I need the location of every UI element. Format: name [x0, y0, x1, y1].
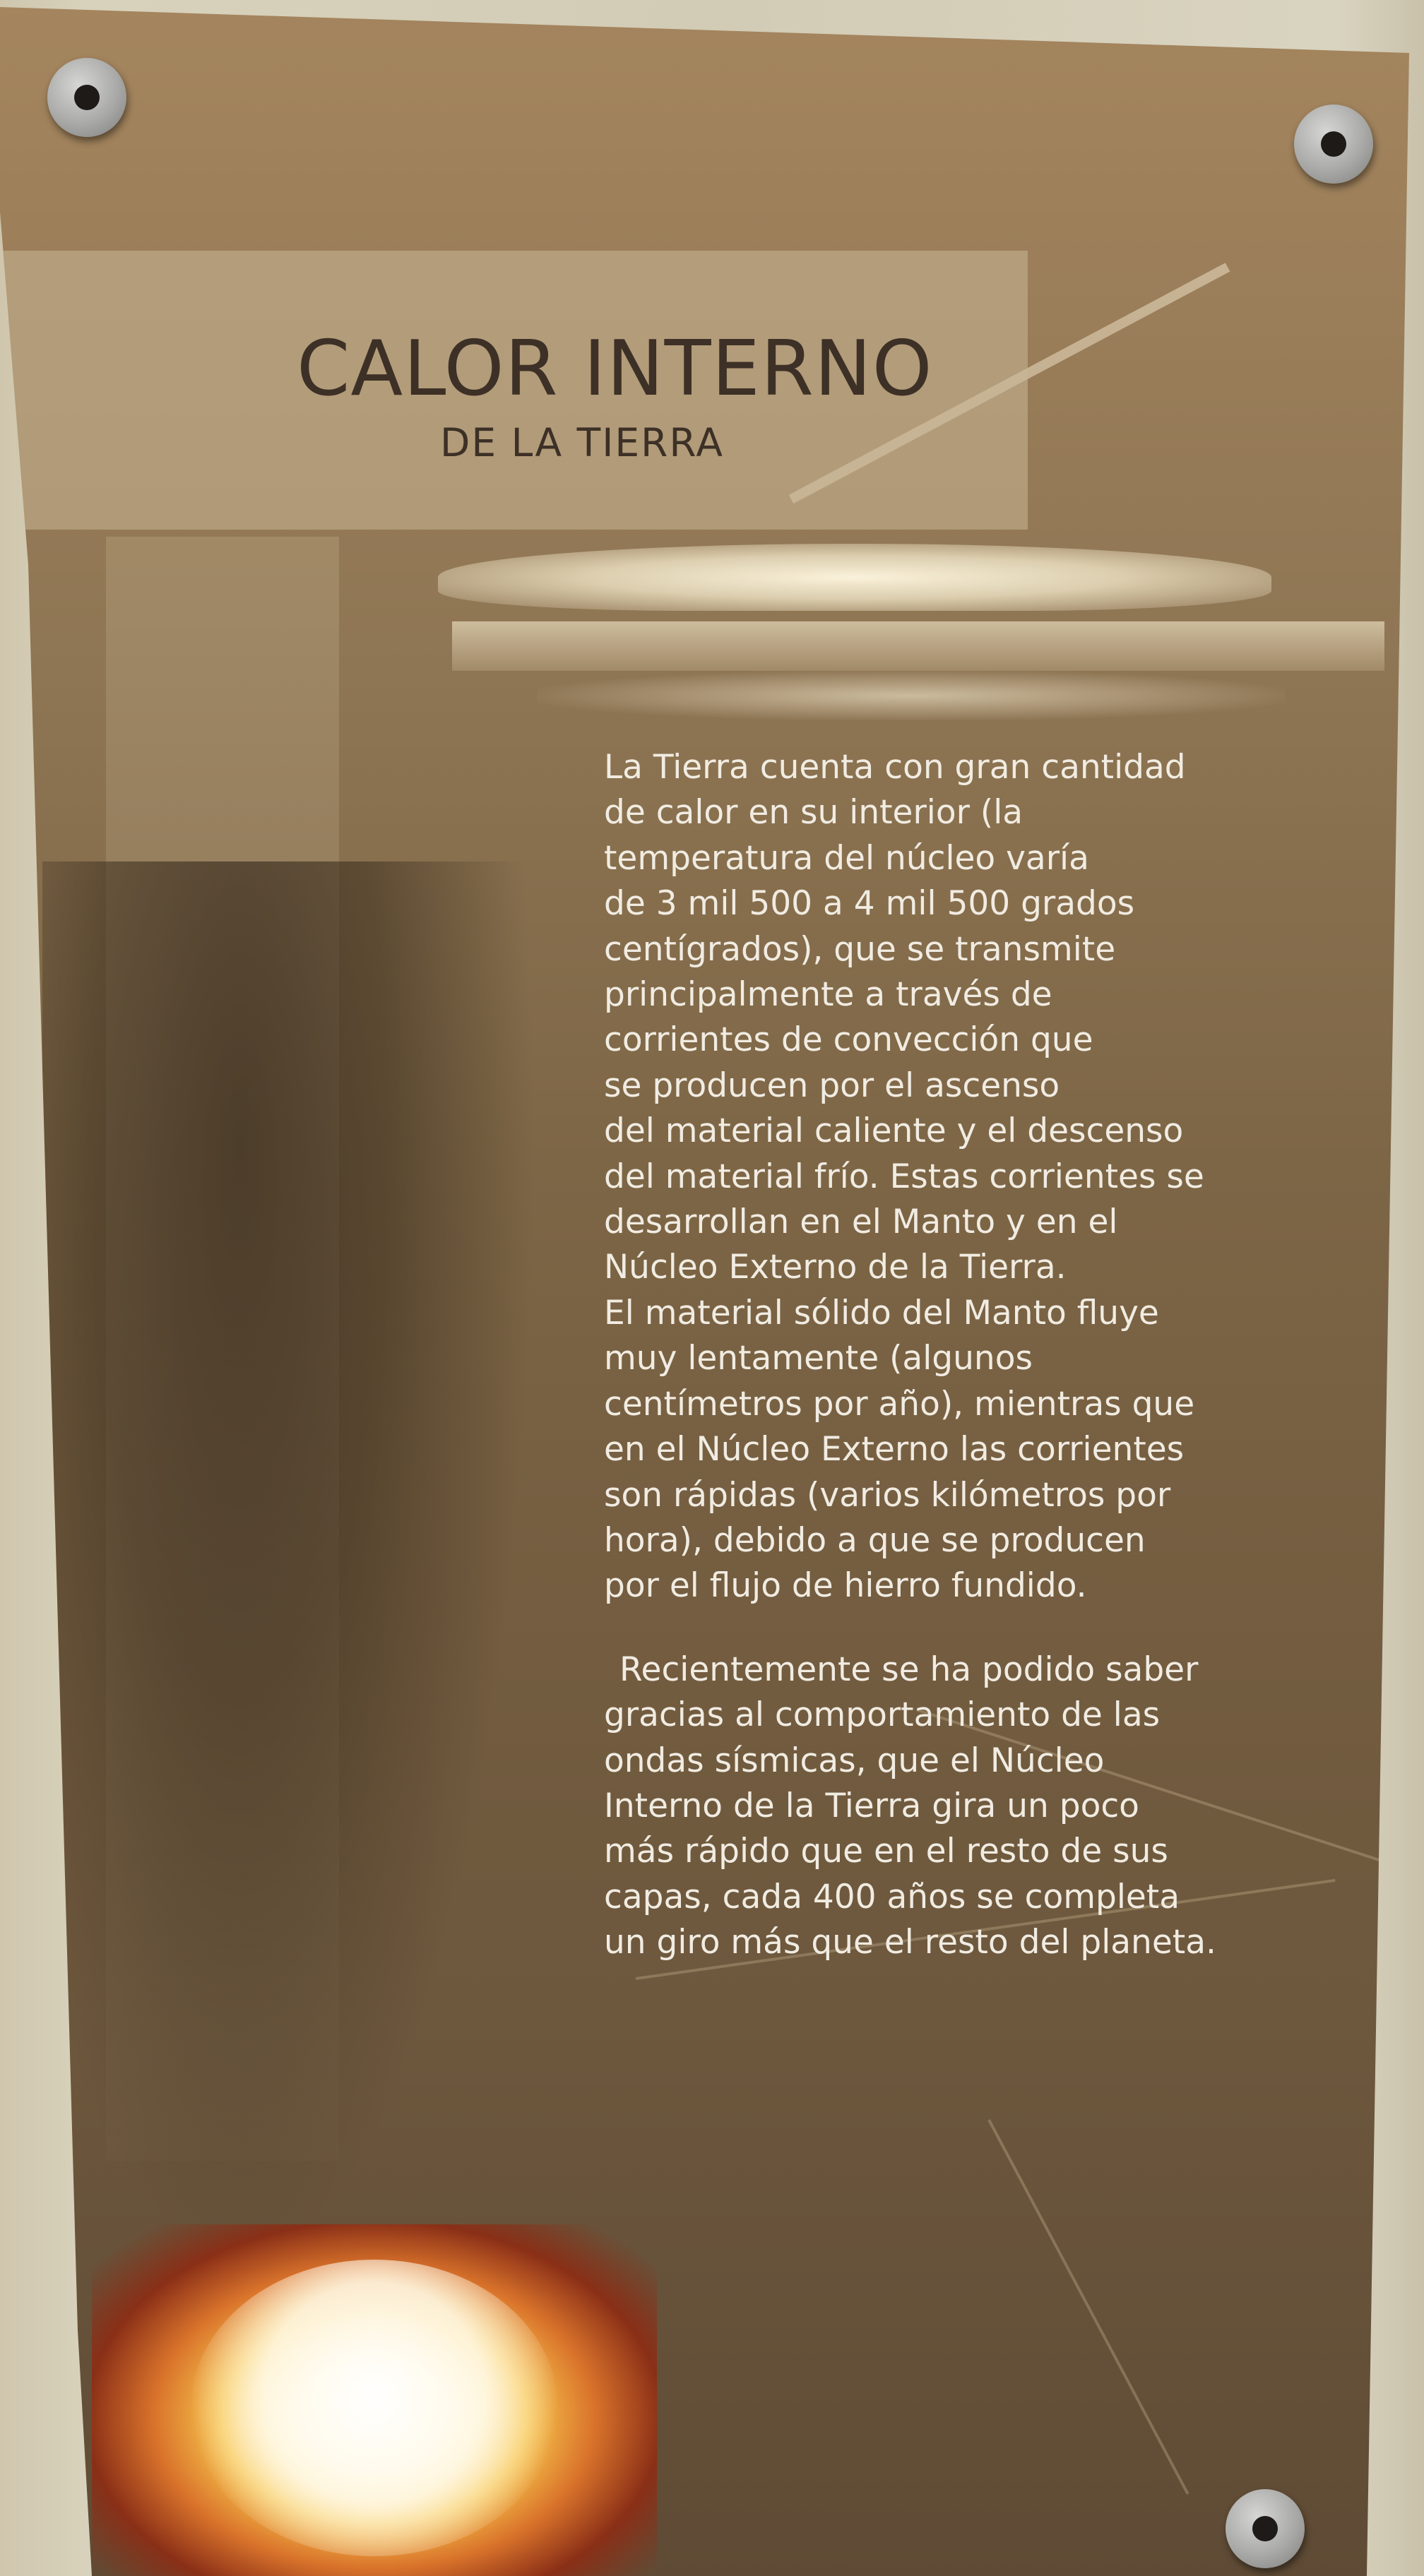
paragraph-gap — [604, 1609, 1226, 1647]
text-line: hora), debido a que se producen — [604, 1520, 1146, 1560]
text-line: corrientes de convección que — [604, 1020, 1093, 1060]
text-line: temperatura del núcleo varía — [604, 838, 1089, 878]
text-line: del material caliente y el descenso — [604, 1111, 1184, 1151]
text-line: La Tierra cuenta con gran cantidad — [604, 748, 1186, 787]
paragraph-1 — [604, 745, 1226, 1609]
mounting-screw-icon — [1226, 2489, 1305, 2568]
sign-subtitle: DE LA TIERRA — [440, 420, 724, 465]
text-line: de 3 mil 500 a 4 mil 500 grados — [604, 884, 1135, 924]
text-line: de calor en su interior (la — [604, 793, 1024, 833]
text-line: por el flujo de hierro fundido. — [604, 1566, 1087, 1606]
sign-title: CALOR INTERNO — [297, 325, 933, 413]
text-line: centígrados), que se transmite — [604, 929, 1116, 969]
ceiling-light-reflection — [438, 544, 1271, 611]
text-line: centímetros por año), mientras que — [604, 1384, 1195, 1424]
ceiling-beam-reflection — [452, 621, 1384, 671]
text-line: muy lentamente (algunos — [604, 1339, 1033, 1378]
mounting-screw-icon — [1294, 105, 1373, 184]
text-line: ondas sísmicas, que el Núcleo — [604, 1741, 1105, 1780]
text-line: gracias al comportamiento de las — [604, 1695, 1161, 1735]
sign-body-text — [604, 745, 1226, 1966]
floor-line-reflection — [987, 2119, 1189, 2495]
text-line: más rápido que en el resto de sus — [604, 1832, 1168, 1871]
text-line: principalmente a través de — [604, 975, 1052, 1015]
text-line: un giro más que el resto del planeta. — [604, 1923, 1216, 1962]
text-line: Interno de la Tierra gira un poco — [604, 1786, 1139, 1825]
light-band-reflection — [537, 671, 1286, 720]
paragraph-2 — [604, 1647, 1226, 1966]
person-reflection — [42, 861, 537, 2274]
text-line: en el Núcleo Externo las corrientes — [604, 1430, 1185, 1469]
text-line: capas, cada 400 años se completa — [604, 1877, 1180, 1916]
text-line: son rápidas (varios kilómetros por — [604, 1475, 1171, 1515]
earth-core-highlight — [191, 2260, 558, 2556]
text-line: El material sólido del Manto fluye — [604, 1293, 1159, 1332]
text-line: desarrollan en el Manto y en el — [604, 1203, 1118, 1242]
mounting-screw-icon — [47, 58, 126, 137]
text-line: Recientemente se ha podido saber — [619, 1650, 1199, 1689]
text-line: Núcleo Externo de la Tierra. — [604, 1248, 1067, 1287]
text-line: del material frío. Estas corrientes se — [604, 1157, 1204, 1196]
text-line: se producen por el ascenso — [604, 1066, 1060, 1105]
